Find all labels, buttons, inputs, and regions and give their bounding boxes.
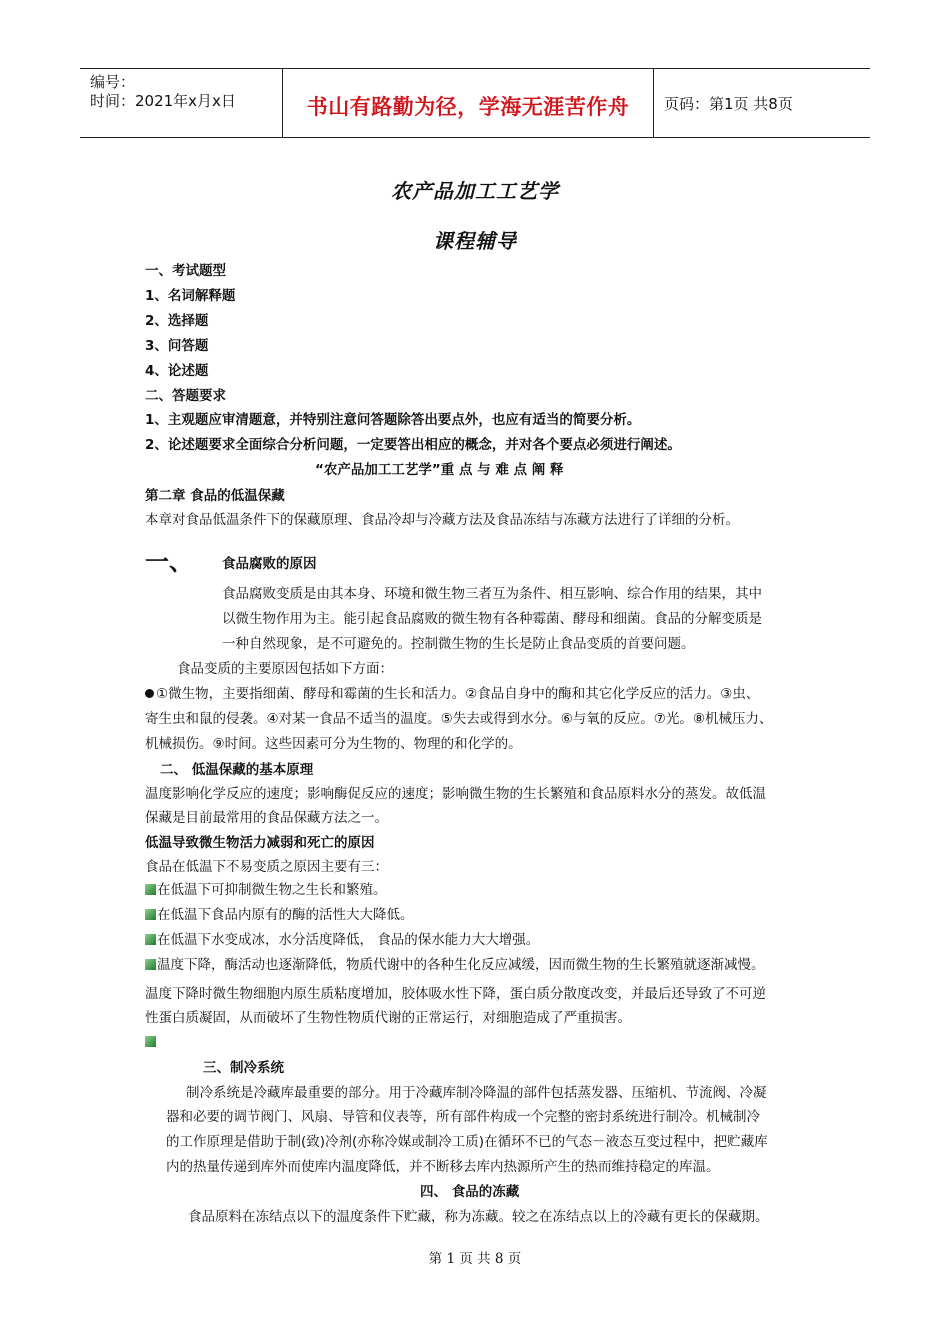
- part1-para-line: 一种自然现象，是不可避免的。控制微生物的生长是防止食品变质的首要问题。: [222, 636, 695, 652]
- part3-para-line: 的工作原理是借助于制(致)冷剂(亦称冷媒或制冷工质)在循环不已的气态－液态互变过程中，把贮藏库: [166, 1134, 768, 1150]
- causes-line: 机械损伤。⑨时间。这些因素可分为生物的、物理的和化学的。: [145, 736, 522, 752]
- green-square-icon: [145, 909, 156, 920]
- green-square-icon: [145, 884, 156, 895]
- part4-heading: 四、 食品的冻藏: [420, 1184, 520, 1200]
- bullet-item-empty: [145, 1032, 157, 1052]
- bullet-text: 在低温下食品内原有的酶的活性大大降低。: [157, 907, 414, 923]
- page-info: 页码：第1页 共8页: [664, 95, 793, 113]
- s1-item: 2、选择题: [145, 313, 209, 329]
- s1-item: 3、问答题: [145, 338, 209, 354]
- motto: 书山有路勤为径，学海无涯苦作舟: [306, 95, 630, 119]
- green-square-icon: [145, 959, 156, 970]
- part2-para-line: 温度影响化学反应的速度；影响酶促反应的速度；影响微生物的生长繁殖和食品原料水分的蒸发。故低温: [145, 786, 766, 802]
- part1-heading: 食品腐败的原因: [222, 556, 317, 572]
- part3-para-line: 内的热量传递到库外而使库内温度降低，并不断移去库内热源所产生的热而维持稳定的库温。: [166, 1159, 720, 1175]
- part2-para-line: 保藏是目前最常用的食品保藏方法之一。: [145, 810, 388, 826]
- time-label: 时间：2021年x月x日: [90, 92, 236, 110]
- part2-tail-line: 性蛋白质凝固，从而破坏了生物性物质代谢的正常运行，对细胞造成了严重损害。: [145, 1010, 631, 1026]
- header-middle-cell: [282, 69, 654, 137]
- part4-para: 食品原料在冻结点以下的温度条件下贮藏，称为冻藏。较之在冻结点以上的冷藏有更长的保藏期。: [188, 1209, 769, 1225]
- s1-item: 1、名词解释题: [145, 288, 236, 304]
- part1-para-line: 食品腐败变质是由其本身、环境和微生物三者互为条件、相互影响、综合作用的结果，其中: [222, 586, 762, 602]
- part3-heading: 三、制冷系统: [203, 1060, 284, 1076]
- part2-sub-heading: 低温导致微生物活力减弱和死亡的原因: [145, 835, 375, 851]
- part3-para-line: 器和必要的调节阀门、风扇、导管和仪表等，所有部件构成一个完整的密封系统进行制冷。机械制冷: [166, 1109, 760, 1125]
- chapter-heading: 第二章 食品的低温保藏: [145, 488, 285, 504]
- s2-item: 1、主观题应审清题意，并特别注意问答题除答出要点外，也应有适当的简要分析。: [145, 412, 641, 428]
- bullet-item: [145, 930, 539, 950]
- causes-line: 寄生虫和鼠的侵袭。④对某一食品不适当的温度。⑤失去或得到水分。⑥与氧的反应。⑦光。⑧机械压力、: [145, 711, 773, 727]
- bullet-text: 在低温下水变成冰，水分活度降低， 食品的保水能力大大增强。: [157, 932, 540, 948]
- part2-tail-line: 温度下降时微生物细胞内原生质粘度增加，胶体吸水性下降，蛋白质分散度改变，并最后还导致了不可逆: [145, 986, 766, 1002]
- header-left-cell: [80, 69, 282, 137]
- bullet-item: [145, 880, 387, 900]
- causes-line-text: ①微生物，主要指细菌、酵母和霉菌的生长和活力。②食品自身中的酶和其它化学反应的活力。③虫、: [156, 686, 760, 702]
- part2-heading: 二、 低温保藏的基本原理: [160, 762, 314, 778]
- doc-title: 农产品加工工艺学: [391, 179, 559, 203]
- header-right-cell: [654, 69, 870, 137]
- page-footer: 第 1 页 共 8 页: [428, 1251, 522, 1267]
- number-label: 编号：: [90, 73, 136, 91]
- green-square-icon: [145, 934, 156, 945]
- bullet-text: 在低温下可抑制微生物之生长和繁殖。: [157, 882, 387, 898]
- key-points-title: “农产品加工工艺学”重 点 与 难 点 阐 释: [315, 462, 564, 478]
- section2-heading: 二、答题要求: [145, 388, 226, 404]
- part1-numeral: 一、: [145, 548, 193, 576]
- causes-intro: 食品变质的主要原因包括如下方面：: [177, 661, 393, 677]
- green-square-icon: [145, 1036, 156, 1047]
- part3-para-line: 制冷系统是冷藏库最重要的部分。用于冷藏库制冷降温的部件包括蒸发器、压缩机、节流阀、冷凝: [186, 1085, 767, 1101]
- bullet-item: [145, 955, 765, 975]
- section1-heading: 一、考试题型: [145, 263, 226, 279]
- header-table: [80, 68, 870, 138]
- part1-para-line: 以微生物作用为主。能引起食品腐败的微生物有各种霉菌、酵母和细菌。食品的分解变质是: [222, 611, 762, 627]
- s2-item: 2、论述题要求全面综合分析问题，一定要答出相应的概念，并对各个要点必须进行阐述。: [145, 437, 681, 453]
- s1-item: 4、论述题: [145, 363, 209, 379]
- part2-sub-intro: 食品在低温下不易变质之原因主要有三：: [145, 859, 388, 875]
- causes-line: [145, 684, 759, 704]
- bullet-dot-icon: [145, 689, 154, 698]
- bullet-text: 温度下降，酶活动也逐渐降低，物质代谢中的各种生化反应减缓，因而微生物的生长繁殖就逐渐减慢。: [157, 957, 765, 973]
- bullet-item: [145, 905, 414, 925]
- chapter-intro: 本章对食品低温条件下的保藏原理、食品冷却与冷藏方法及食品冻结与冻藏方法进行了详细的分析。: [145, 512, 739, 528]
- doc-subtitle: 课程辅导: [433, 229, 517, 253]
